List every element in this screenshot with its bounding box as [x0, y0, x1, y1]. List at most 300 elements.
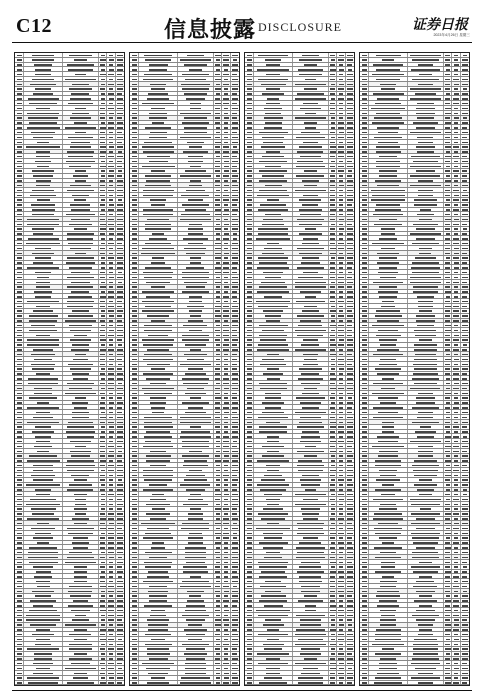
table-cell: [130, 454, 139, 458]
table-cell: [139, 352, 177, 356]
text-placeholder: [301, 591, 320, 593]
table-cell: [116, 299, 124, 303]
text-placeholder: [298, 277, 322, 279]
text-placeholder: [188, 161, 203, 163]
text-placeholder: [182, 277, 208, 279]
table-cell: [337, 222, 345, 226]
table-cell: [231, 439, 239, 443]
table-cell: [222, 550, 230, 554]
text-placeholder: [117, 108, 123, 110]
table-cell: [116, 343, 124, 347]
table-cell: [24, 106, 62, 110]
text-placeholder: [108, 513, 113, 515]
table-cell: [245, 352, 254, 356]
text-placeholder: [215, 209, 220, 211]
text-placeholder: [37, 142, 48, 144]
text-placeholder: [117, 591, 123, 593]
text-placeholder: [108, 383, 114, 385]
table-cell: [116, 502, 124, 506]
table-cell: [245, 222, 254, 226]
table-cell: [116, 512, 124, 516]
text-placeholder: [101, 499, 105, 501]
text-placeholder: [101, 69, 105, 71]
table-cell: [24, 483, 62, 487]
text-placeholder: [339, 393, 343, 395]
text-placeholder: [188, 513, 203, 515]
table-cell: [130, 169, 139, 173]
text-placeholder: [232, 310, 239, 312]
text-placeholder: [117, 446, 122, 448]
table-cell: [116, 188, 124, 192]
text-placeholder: [74, 122, 87, 124]
text-placeholder: [190, 262, 201, 264]
table-cell: [24, 130, 62, 134]
text-placeholder: [339, 199, 343, 201]
table-cell: [346, 386, 354, 390]
text-placeholder: [152, 257, 164, 259]
text-placeholder: [182, 378, 209, 380]
text-placeholder: [296, 547, 324, 549]
table-cell: [116, 323, 124, 327]
text-placeholder: [142, 166, 175, 168]
text-placeholder: [37, 542, 48, 544]
table-cell: [116, 628, 124, 632]
text-placeholder: [132, 615, 137, 617]
text-placeholder: [338, 98, 343, 100]
text-placeholder: [35, 248, 51, 250]
text-placeholder: [299, 224, 322, 226]
text-placeholder: [223, 310, 229, 312]
table-cell: [130, 637, 139, 641]
table-cell: [99, 507, 107, 511]
table-cell: [214, 526, 222, 530]
text-placeholder: [26, 484, 59, 486]
text-placeholder: [71, 475, 89, 477]
table-cell: [293, 77, 329, 81]
table-cell: [337, 125, 345, 129]
text-placeholder: [216, 446, 220, 448]
table-cell: [329, 502, 337, 506]
table-cell: [178, 145, 214, 149]
table-cell: [231, 265, 239, 269]
table-cell: [231, 512, 239, 516]
table-cell: [15, 657, 24, 661]
text-placeholder: [339, 402, 343, 404]
text-placeholder: [118, 272, 123, 274]
text-placeholder: [338, 166, 343, 168]
table-cell: [222, 154, 230, 158]
text-placeholder: [109, 248, 113, 250]
text-placeholder: [109, 393, 113, 395]
text-placeholder: [144, 142, 172, 144]
text-placeholder: [247, 451, 252, 453]
text-placeholder: [267, 354, 279, 356]
text-placeholder: [17, 325, 22, 327]
paper-date: 2023年4月26日 星期三: [433, 33, 470, 37]
header-rule: [12, 42, 472, 43]
text-placeholder: [233, 59, 238, 61]
text-placeholder: [232, 591, 238, 593]
table-cell: [222, 521, 230, 525]
text-placeholder: [100, 248, 105, 250]
text-placeholder: [17, 407, 22, 409]
table-cell: [222, 594, 230, 598]
table-cell: [329, 290, 337, 294]
table-cell: [254, 169, 292, 173]
table-cell: [63, 391, 99, 395]
table-cell: [254, 420, 292, 424]
text-placeholder: [224, 653, 229, 655]
text-placeholder: [109, 566, 113, 568]
table-cell: [107, 164, 115, 168]
text-placeholder: [132, 214, 137, 216]
table-cell: [214, 227, 222, 231]
table-cell: [116, 642, 124, 646]
text-placeholder: [348, 397, 353, 399]
text-placeholder: [36, 335, 49, 337]
table-cell: [99, 603, 107, 607]
table-cell: [139, 343, 177, 347]
table-cell: [231, 227, 239, 231]
table-cell: [222, 468, 230, 472]
table-cell: [15, 589, 24, 593]
table-cell: [293, 212, 329, 216]
table-cell: [99, 63, 107, 67]
table-cell: [337, 449, 345, 453]
table-cell: [130, 608, 139, 612]
text-placeholder: [223, 306, 228, 308]
text-placeholder: [67, 64, 94, 66]
table-cell: [15, 328, 24, 332]
text-placeholder: [224, 228, 228, 230]
table-cell: [222, 613, 230, 617]
table-cell: [245, 82, 254, 86]
text-placeholder: [339, 629, 343, 631]
text-placeholder: [247, 523, 252, 525]
table-cell: [337, 512, 345, 516]
table-cell: [231, 526, 239, 530]
table-cell: [329, 208, 337, 212]
table-cell: [178, 362, 214, 366]
text-placeholder: [224, 233, 229, 235]
text-placeholder: [298, 325, 322, 327]
text-placeholder: [216, 224, 220, 226]
text-placeholder: [72, 310, 89, 312]
text-placeholder: [267, 470, 279, 472]
text-placeholder: [183, 566, 207, 568]
text-placeholder: [223, 436, 228, 438]
table-cell: [139, 589, 177, 593]
table-cell: [214, 96, 222, 100]
text-placeholder: [232, 605, 237, 607]
text-placeholder: [215, 180, 220, 182]
text-placeholder: [132, 243, 137, 245]
text-placeholder: [262, 224, 284, 226]
text-placeholder: [117, 368, 122, 370]
text-placeholder: [132, 576, 137, 578]
text-placeholder: [74, 653, 87, 655]
text-placeholder: [347, 600, 352, 602]
text-placeholder: [149, 658, 168, 660]
table-cell: [107, 82, 115, 86]
text-placeholder: [232, 475, 237, 477]
text-placeholder: [149, 69, 167, 71]
table-cell: [139, 67, 177, 71]
text-placeholder: [184, 282, 206, 284]
text-placeholder: [339, 339, 344, 341]
text-placeholder: [232, 499, 238, 501]
text-placeholder: [132, 79, 137, 81]
text-placeholder: [265, 59, 281, 61]
table-cell: [99, 116, 107, 120]
table-cell: [139, 396, 177, 400]
text-placeholder: [109, 325, 114, 327]
table-cell: [178, 473, 214, 477]
table-cell: [231, 82, 239, 86]
text-placeholder: [330, 277, 335, 279]
table-cell: [231, 541, 239, 545]
table-cell: [254, 454, 292, 458]
table-cell: [245, 299, 254, 303]
text-placeholder: [330, 113, 335, 115]
text-placeholder: [339, 233, 343, 235]
table-cell: [214, 125, 222, 129]
text-placeholder: [223, 446, 228, 448]
table-cell: [231, 434, 239, 438]
text-placeholder: [17, 417, 22, 419]
table-cell: [24, 372, 62, 376]
text-placeholder: [17, 528, 22, 530]
table-cell: [346, 608, 354, 612]
text-placeholder: [35, 257, 51, 259]
text-placeholder: [109, 634, 113, 636]
text-placeholder: [132, 431, 137, 433]
text-placeholder: [247, 591, 252, 593]
text-placeholder: [247, 175, 252, 177]
text-placeholder: [132, 122, 137, 124]
text-placeholder: [331, 465, 335, 467]
table-cell: [107, 96, 115, 100]
text-placeholder: [101, 282, 105, 284]
text-placeholder: [150, 499, 166, 501]
table-cell: [99, 352, 107, 356]
table-cell: [254, 270, 292, 274]
text-placeholder: [27, 677, 59, 679]
table-cell: [99, 584, 107, 588]
text-placeholder: [247, 576, 252, 578]
text-placeholder: [299, 209, 323, 211]
text-placeholder: [331, 127, 335, 129]
text-placeholder: [69, 644, 93, 646]
text-placeholder: [150, 199, 166, 201]
text-placeholder: [100, 441, 105, 443]
text-placeholder: [117, 653, 122, 655]
text-placeholder: [109, 499, 113, 501]
table-cell: [231, 280, 239, 284]
table-cell: [254, 323, 292, 327]
table-cell: [99, 628, 107, 632]
table-cell: [346, 473, 354, 477]
table-cell: [329, 526, 337, 530]
table-cell: [99, 430, 107, 434]
table-cell: [214, 212, 222, 216]
table-cell: [178, 579, 214, 583]
text-placeholder: [296, 166, 325, 168]
table-cell: [178, 386, 214, 390]
table-cell: [254, 101, 292, 105]
text-placeholder: [17, 460, 22, 462]
text-placeholder: [330, 79, 335, 81]
table-cell: [231, 574, 239, 578]
text-placeholder: [347, 79, 353, 81]
text-placeholder: [132, 238, 137, 240]
text-placeholder: [347, 108, 353, 110]
text-placeholder: [330, 499, 335, 501]
table-cell: [63, 96, 99, 100]
table-cell: [293, 319, 329, 323]
table-cell: [130, 425, 139, 429]
table-cell: [130, 285, 139, 289]
table-cell: [139, 671, 177, 675]
table-cell: [139, 63, 177, 67]
table-cell: [178, 632, 214, 636]
table-cell: [116, 227, 124, 231]
table-cell: [99, 280, 107, 284]
table-cell: [24, 603, 62, 607]
text-placeholder: [29, 315, 58, 317]
text-placeholder: [224, 113, 228, 115]
table-cell: [346, 63, 354, 67]
table-cell: [15, 304, 24, 308]
text-placeholder: [101, 470, 105, 472]
table-cell: [24, 623, 62, 627]
text-placeholder: [109, 117, 113, 119]
table-cell: [293, 396, 329, 400]
table-cell: [329, 150, 337, 154]
table-cell: [293, 256, 329, 260]
table-cell: [139, 299, 177, 303]
table-cell: [293, 570, 329, 574]
text-placeholder: [347, 349, 353, 351]
text-placeholder: [143, 489, 174, 491]
table-cell: [63, 145, 99, 149]
table-cell: [214, 87, 222, 91]
text-placeholder: [117, 605, 123, 607]
text-placeholder: [182, 455, 208, 457]
table-cell: [293, 444, 329, 448]
disclosure-table-area: [14, 46, 470, 686]
text-placeholder: [303, 339, 319, 341]
text-placeholder: [330, 451, 336, 453]
table-cell: [24, 396, 62, 400]
text-placeholder: [247, 417, 252, 419]
text-placeholder: [232, 243, 238, 245]
table-cell: [346, 169, 354, 173]
table-cell: [245, 459, 254, 463]
table-cell: [214, 236, 222, 240]
text-placeholder: [67, 436, 94, 438]
text-placeholder: [17, 253, 22, 255]
table-cell: [99, 502, 107, 506]
text-placeholder: [330, 267, 335, 269]
table-cell: [222, 319, 230, 323]
table-cell: [24, 434, 62, 438]
table-cell: [329, 309, 337, 313]
text-placeholder: [215, 161, 220, 163]
text-placeholder: [215, 228, 221, 230]
table-cell: [214, 410, 222, 414]
table-cell: [107, 468, 115, 472]
table-cell: [254, 434, 292, 438]
table-cell: [222, 483, 230, 487]
text-placeholder: [100, 359, 105, 361]
table-cell: [245, 541, 254, 545]
table-cell: [116, 217, 124, 221]
text-placeholder: [339, 504, 343, 506]
text-placeholder: [331, 552, 335, 554]
table-cell: [107, 454, 115, 458]
table-cell: [116, 468, 124, 472]
table-cell: [116, 613, 124, 617]
table-cell: [346, 521, 354, 525]
table-cell: [245, 386, 254, 390]
table-cell: [214, 285, 222, 289]
table-cell: [245, 599, 254, 603]
text-placeholder: [69, 634, 91, 636]
table-cell: [139, 565, 177, 569]
text-placeholder: [146, 668, 171, 670]
text-placeholder: [223, 59, 228, 61]
text-placeholder: [109, 508, 114, 510]
table-cell: [337, 565, 345, 569]
table-cell: [231, 681, 239, 685]
text-placeholder: [100, 576, 105, 578]
table-cell: [15, 381, 24, 385]
text-placeholder: [259, 132, 288, 134]
text-placeholder: [295, 286, 327, 288]
table-cell: [231, 454, 239, 458]
text-placeholder: [216, 629, 220, 631]
text-placeholder: [17, 624, 22, 626]
table-cell: [231, 545, 239, 549]
text-placeholder: [216, 600, 220, 602]
text-placeholder: [296, 615, 324, 617]
table-cell: [293, 140, 329, 144]
table-cell: [222, 251, 230, 255]
table-cell: [99, 72, 107, 76]
table-cell: [214, 101, 222, 105]
text-placeholder: [184, 354, 207, 356]
text-placeholder: [297, 161, 323, 163]
text-placeholder: [145, 175, 171, 177]
table-cell: [214, 179, 222, 183]
text-placeholder: [267, 98, 279, 100]
text-placeholder: [144, 277, 172, 279]
table-cell: [231, 174, 239, 178]
text-placeholder: [264, 296, 282, 298]
text-placeholder: [70, 185, 91, 187]
text-placeholder: [70, 98, 91, 100]
table-cell: [293, 309, 329, 313]
table-cell: [293, 478, 329, 482]
text-placeholder: [117, 253, 123, 255]
text-placeholder: [132, 262, 137, 264]
text-placeholder: [339, 417, 344, 419]
text-placeholder: [117, 209, 123, 211]
text-placeholder: [232, 615, 237, 617]
text-placeholder: [101, 552, 106, 554]
text-placeholder: [27, 224, 59, 226]
